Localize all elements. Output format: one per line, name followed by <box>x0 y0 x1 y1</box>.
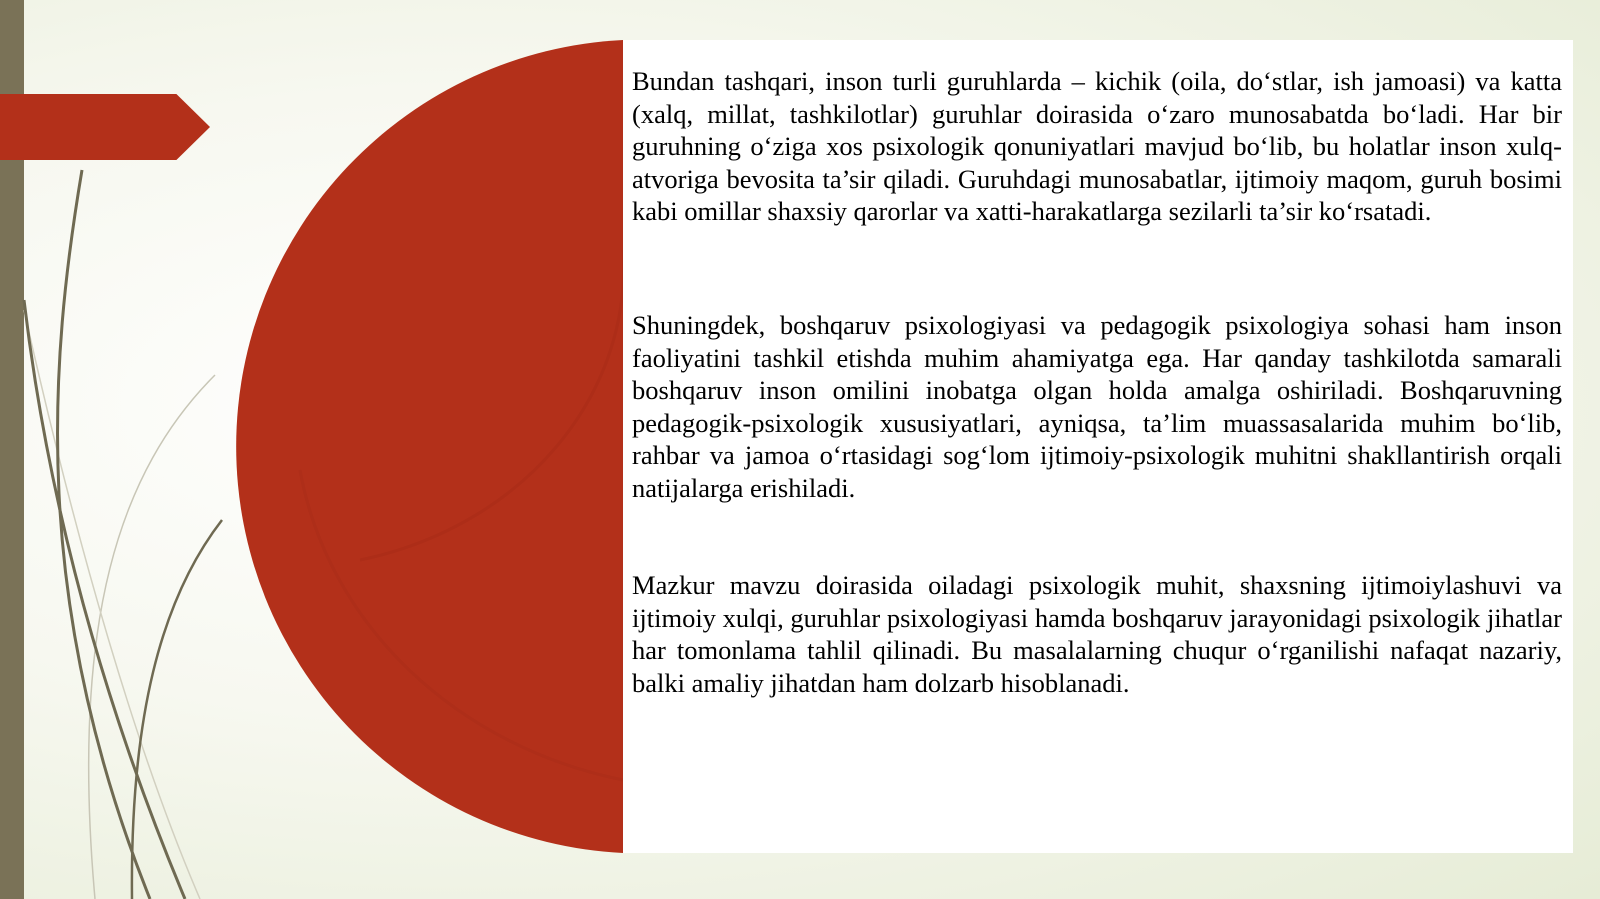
olive-curve <box>24 300 185 899</box>
red-circle <box>236 40 623 853</box>
arrow-tab-shape <box>0 94 210 160</box>
paragraph-topic-summary: Mazkur mavzu doirasida oiladagi psixologik muhit, shaxsning ijtimoiylashuvi va ijtimoiy xulqi, guruhlar psixologiyasi hamda boshqaruv jarayonidagi psixologik jihatlar har tomonlama tahlil qilinadi. Bu masalalarning chuqur o‘rganilishi nafaqat nazariy, balki amaliy jihatdan ham dolzarb hisoblanadi. <box>632 570 1562 698</box>
paragraph-management: Shuningdek, boshqaruv psixologiyasi va pedagogik psixologiya sohasi ham inson faoliyatini tashkil etishda muhim ahamiyatga ega. Har qanday tashkilotda samarali boshqaruv inson omilini inobatga olgan holda amalga oshiriladi. Boshqaruvning pedagogik-psixologik xususiyatlari, ayniqsa, ta’lim muassasalarida muhim bo‘lib, rahbar va jamoa o‘rtasidagi sog‘lom ijtimoiy-psixologik muhitni shakllantirish orqali natijalarga erishiladi. <box>632 310 1562 503</box>
paragraph-groups: Bundan tashqari, inson turli guruhlarda – kichik (oila, do‘stlar, ish jamoasi) va katta (xalq, millat, tashkilotlar) guruhlar doirasida o‘zaro munosabatda bo‘ladi. Har bir guruhning o‘ziga xos psixologik qonuniyatlari mavjud bo‘lib, bu holatlar inson xulq-atvoriga bevosita ta’sir qiladi. Guruhdagi munosabatlar, ijtimoiy maqom, guruh bosimi kabi omillar shaxsiy qarorlar va xatti-harakatlarga sezilarli ta’sir ko‘rsatadi. <box>632 66 1562 226</box>
